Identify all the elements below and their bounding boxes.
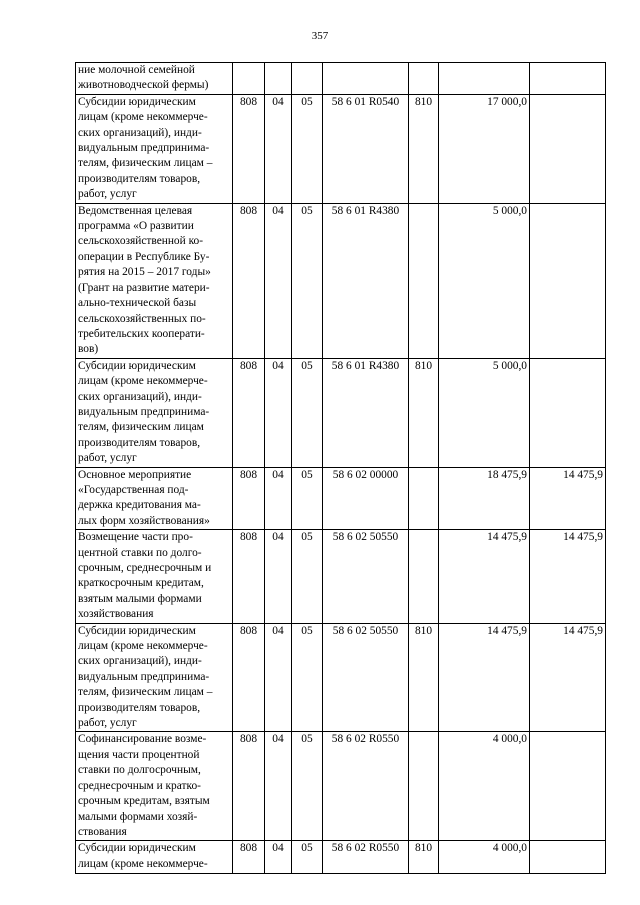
cell-target: 58 6 01 R0540 xyxy=(323,94,409,203)
cell-ministry: 808 xyxy=(233,623,265,732)
cell-ministry: 808 xyxy=(233,732,265,841)
cell-name: Софинансирование возме- щения части процентной ставки по долгосрочным, среднесрочным и кратко- срочным кредитам, взятым малыми формами хозяй- ствования xyxy=(76,732,233,841)
cell-subsection: 05 xyxy=(292,203,323,358)
table-row xyxy=(76,467,606,530)
cell-target xyxy=(323,63,409,95)
table-row xyxy=(76,623,606,732)
cell-expense: 810 xyxy=(409,841,439,874)
cell-section: 04 xyxy=(265,358,292,467)
cell-section: 04 xyxy=(265,530,292,623)
cell-name: Субсидии юридическим лицам (кроме некоммерче- ских организаций), инди- видуальным предпринима- телям, физическим лицам – производителям товаров, работ, услуг xyxy=(76,623,233,732)
page-number: 357 xyxy=(311,30,329,42)
cell-ministry: 808 xyxy=(233,467,265,530)
cell-name: Основное мероприятие «Государственная под- держка кредитования ма- лых форм хозяйствования» xyxy=(76,467,233,530)
cell-section: 04 xyxy=(265,467,292,530)
cell-section xyxy=(265,63,292,95)
cell-expense xyxy=(409,63,439,95)
table-row xyxy=(76,203,606,358)
cell-subsection: 05 xyxy=(292,841,323,874)
cell-expense: 810 xyxy=(409,94,439,203)
cell-subsection: 05 xyxy=(292,358,323,467)
table-row xyxy=(76,841,606,874)
cell-section: 04 xyxy=(265,841,292,874)
cell-amount-2 xyxy=(530,732,606,841)
cell-ministry: 808 xyxy=(233,530,265,623)
cell-expense xyxy=(409,732,439,841)
cell-ministry xyxy=(233,63,265,95)
cell-expense: 810 xyxy=(409,623,439,732)
cell-amount-1: 4 000,0 xyxy=(439,841,530,874)
cell-ministry: 808 xyxy=(233,841,265,874)
table-row xyxy=(76,530,606,623)
cell-amount-2: 14 475,9 xyxy=(530,467,606,530)
table-row xyxy=(76,94,606,203)
cell-expense: 810 xyxy=(409,358,439,467)
cell-amount-2: 14 475,9 xyxy=(530,530,606,623)
cell-name: Ведомственная целевая программа «О развитии сельскохозяйственной ко- операции в Республике Бу- рятия на 2015 – 2017 годы» (Грант на развитие матери- ально-технической базы сельскохозяйственных по- требительских кооперати- вов) xyxy=(76,203,233,358)
cell-section: 04 xyxy=(265,623,292,732)
cell-expense xyxy=(409,530,439,623)
cell-subsection: 05 xyxy=(292,732,323,841)
cell-ministry: 808 xyxy=(233,358,265,467)
cell-section: 04 xyxy=(265,203,292,358)
cell-target: 58 6 01 R4380 xyxy=(323,203,409,358)
table-row xyxy=(76,732,606,841)
cell-target: 58 6 02 R0550 xyxy=(323,841,409,874)
cell-amount-1: 5 000,0 xyxy=(439,203,530,358)
cell-expense xyxy=(409,203,439,358)
table-row xyxy=(76,63,606,95)
cell-amount-2 xyxy=(530,94,606,203)
cell-amount-2: 14 475,9 xyxy=(530,623,606,732)
cell-amount-1: 14 475,9 xyxy=(439,623,530,732)
cell-subsection: 05 xyxy=(292,623,323,732)
cell-ministry: 808 xyxy=(233,203,265,358)
cell-expense xyxy=(409,467,439,530)
cell-name: ние молочной семейной животноводческой фермы) xyxy=(76,63,233,95)
cell-target: 58 6 02 00000 xyxy=(323,467,409,530)
cell-section: 04 xyxy=(265,94,292,203)
cell-name: Возмещение части про- центной ставки по долго- срочным, среднесрочным и краткосрочным кредитам, взятым малыми формами хозяйствования xyxy=(76,530,233,623)
cell-subsection: 05 xyxy=(292,94,323,203)
budget-table xyxy=(75,62,606,874)
cell-target: 58 6 02 50550 xyxy=(323,530,409,623)
cell-amount-1: 5 000,0 xyxy=(439,358,530,467)
cell-subsection xyxy=(292,63,323,95)
cell-name: Субсидии юридическим лицам (кроме некоммерче- xyxy=(76,841,233,874)
table-row xyxy=(76,358,606,467)
cell-amount-1 xyxy=(439,63,530,95)
cell-ministry: 808 xyxy=(233,94,265,203)
cell-name: Субсидии юридическим лицам (кроме некоммерче- ских организаций), инди- видуальным предпринима- телям, физическим лицам производителям товаров, работ, услуг xyxy=(76,358,233,467)
cell-amount-1: 17 000,0 xyxy=(439,94,530,203)
cell-amount-1: 18 475,9 xyxy=(439,467,530,530)
cell-amount-2 xyxy=(530,203,606,358)
cell-section: 04 xyxy=(265,732,292,841)
cell-amount-1: 4 000,0 xyxy=(439,732,530,841)
cell-amount-2 xyxy=(530,63,606,95)
cell-name: Субсидии юридическим лицам (кроме некоммерче- ских организаций), инди- видуальным предпринима- телям, физическим лицам – производителям товаров, работ, услуг xyxy=(76,94,233,203)
cell-target: 58 6 02 50550 xyxy=(323,623,409,732)
cell-subsection: 05 xyxy=(292,467,323,530)
cell-amount-1: 14 475,9 xyxy=(439,530,530,623)
cell-target: 58 6 01 R4380 xyxy=(323,358,409,467)
cell-amount-2 xyxy=(530,841,606,874)
cell-target: 58 6 02 R0550 xyxy=(323,732,409,841)
cell-amount-2 xyxy=(530,358,606,467)
cell-subsection: 05 xyxy=(292,530,323,623)
